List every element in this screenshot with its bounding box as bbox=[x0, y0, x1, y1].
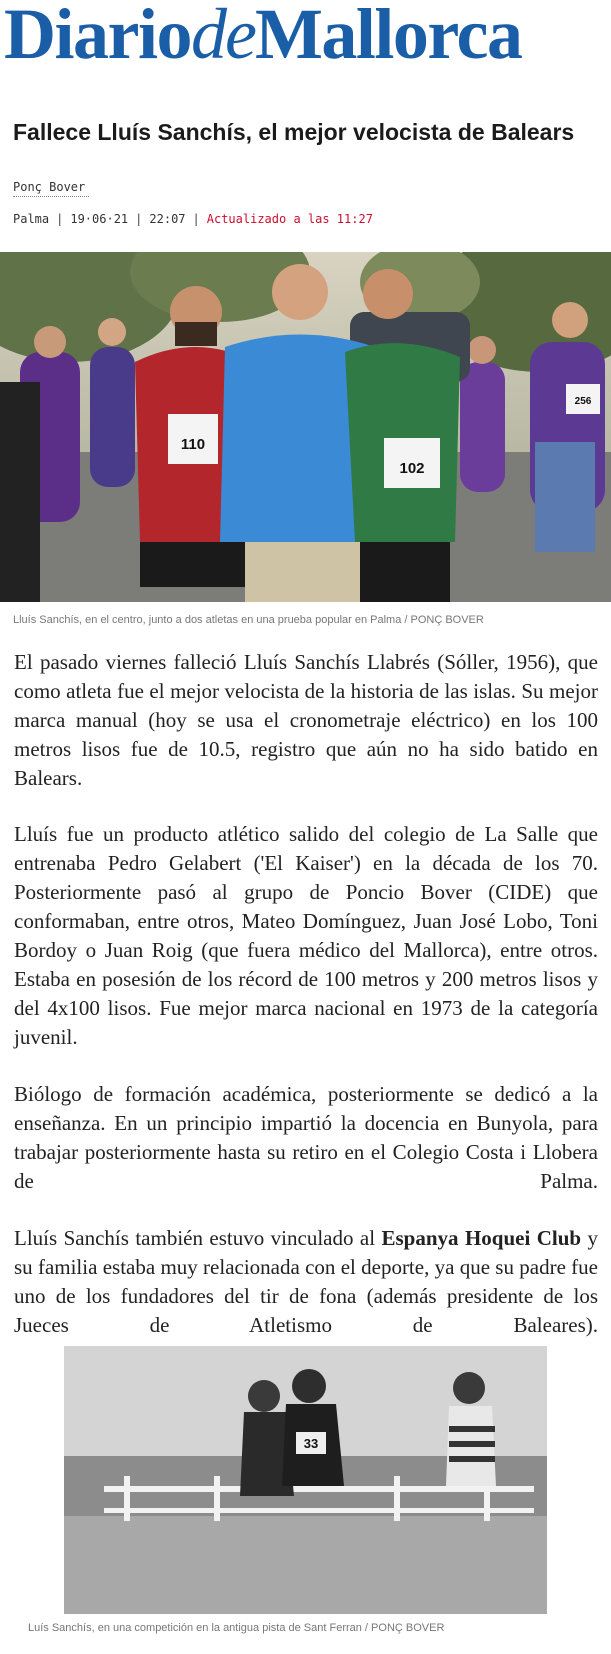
site-logo[interactable]: DiariodeMallorca bbox=[4, 0, 522, 74]
article-location: Palma bbox=[13, 212, 50, 226]
article-paragraph-3: Biólogo de formación académica, posteriormente se dedicó a la enseñanza. En un principio impartió la docencia en Bunyola, para trabajar posteriormente hasta su retiro en el Colegio Costa i Llobera de Palma. bbox=[14, 1082, 598, 1193]
author-link[interactable]: Ponç Bover bbox=[13, 180, 86, 194]
masthead bbox=[0, 0, 611, 80]
article-date: 19·06·21 bbox=[70, 212, 129, 226]
bib-102: 102 bbox=[399, 460, 425, 477]
bib-33: 33 bbox=[303, 1436, 319, 1451]
archive-photo-caption: Luís Sanchís, en una competición en la antigua pista de Sant Ferran / PONÇ BOVER bbox=[28, 1622, 445, 1634]
article-meta: Palma | 19·06·21 | 22:07 | Actualizado a las 11:27 bbox=[13, 212, 373, 226]
article-updated: Actualizado a las 11:27 bbox=[206, 212, 373, 226]
article-paragraph-2: Lluís fue un producto atlético salido del colegio de La Salle que entrenaba Pedro Gelabert ('El Kaiser') en la década de los 70. Posteriormente pasó al grupo de Poncio Bover (CIDE) que conformaban, entre otros, Mateo Domínguez, Juan José Lobo, Toni Bordoy o Juan Roig (que fuera médico del Mallorca), entre otros. Estaba en posesión de los récord de 100 metros y 200 metros lisos y del 4x100 lisos. Fue mejor marca nacional en 1973 de la categoría juvenil. bbox=[14, 822, 598, 1049]
bib-256: 256 bbox=[574, 396, 592, 407]
club-name: Espanya Hoquei Club bbox=[381, 1226, 582, 1250]
bib-110: 110 bbox=[180, 436, 206, 453]
article-paragraph-4: Lluís Sanchís también estuvo vinculado al Espanya Hoquei Club y su familia estaba muy relacionada con el deporte, ya que su padre fue uno de los fundadores del tir de fona (además presidente de los Jueces de Atletismo de Baleares). bbox=[14, 1226, 599, 1337]
article-headline: Fallece Lluís Sanchís, el mejor velocista de Balears bbox=[13, 119, 575, 145]
main-photo[interactable] bbox=[0, 252, 611, 602]
article-time: 22:07 bbox=[149, 212, 186, 226]
article-paragraph-1: El pasado viernes falleció Lluís Sanchís Llabrés (Sóller, 1956), que como atleta fue el mejor velocista de la historia de las islas. Su mejor marca manual (hoy se usa el cronometraje eléctrico) en los 100 metros lisos fue de 10.5, registro que aún no ha sido batido en Balears. bbox=[14, 650, 598, 790]
photo-caption: Lluís Sanchís, en el centro, junto a dos atletas en una prueba popular en Palma / PONÇ BOVER bbox=[13, 614, 484, 626]
archive-photo[interactable] bbox=[64, 1346, 547, 1614]
author-underline bbox=[13, 196, 89, 197]
